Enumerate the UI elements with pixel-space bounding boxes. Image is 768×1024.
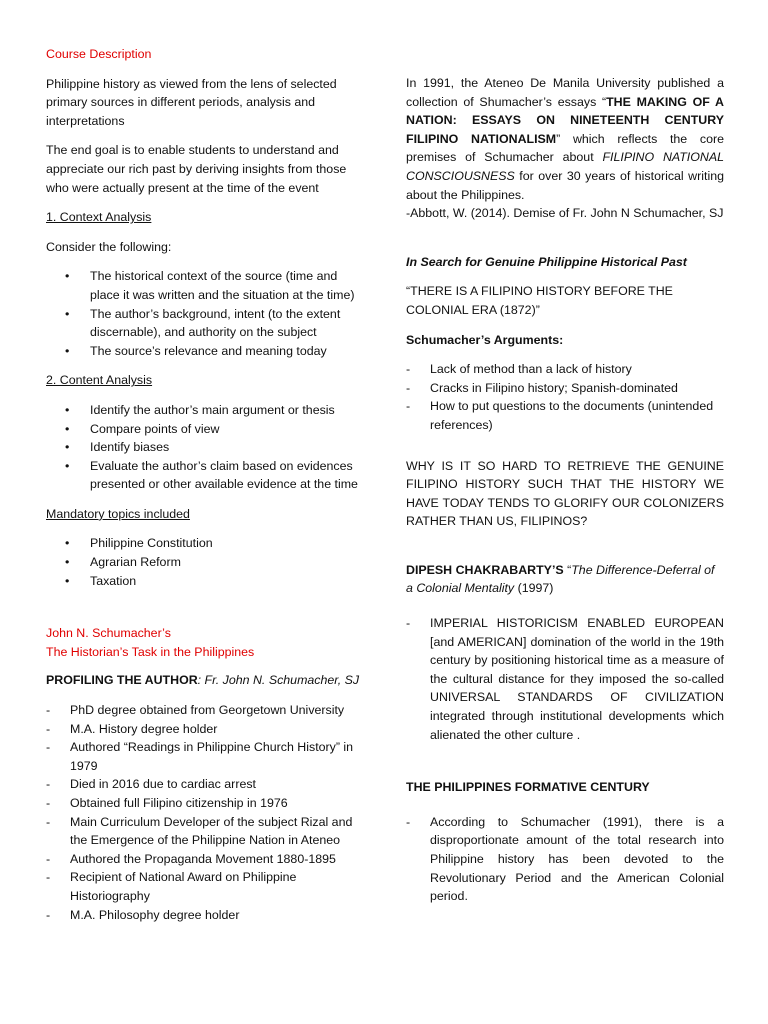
bullet-icon: • xyxy=(65,306,70,321)
context-analysis-list xyxy=(46,267,368,360)
mandatory-topics-list xyxy=(46,534,368,590)
list-item: - Lack of method than a lack of history xyxy=(406,360,724,379)
right-column xyxy=(406,74,724,906)
list-item: • Philippine Constitution xyxy=(46,534,368,553)
list-item: • The author’s background, intent (to the extent discernable), and authority on the subject xyxy=(65,306,341,340)
citation: -Abbott, W. (2014). Demise of Fr. John N Schumacher, SJ xyxy=(406,206,724,221)
dash-icon: - xyxy=(46,740,51,755)
list-item: - Obtained full Filipino citizenship in 1976 xyxy=(46,794,368,813)
list-item: • Agrarian Reform xyxy=(46,553,368,572)
dipesh-list xyxy=(406,614,724,744)
bullet-icon: • xyxy=(65,458,70,473)
list-item: - M.A. Philosophy degree holder xyxy=(46,906,368,925)
consciousness-phrase: FILIPINO NATIONAL CONSCIOUSNESS xyxy=(406,150,724,183)
arguments-heading: Schumacher’s Arguments: xyxy=(406,332,564,347)
bullet-icon: • xyxy=(65,269,70,284)
profiling-line xyxy=(46,671,368,690)
list-item: - PhD degree obtained from Georgetown University xyxy=(46,701,368,720)
book-title: THE MAKING OF A NATION: ESSAYS ON NINETEENTH CENTURY FILIPINO NATIONALISM xyxy=(406,94,724,146)
list-item: • Compare points of view xyxy=(46,420,368,439)
context-analysis-heading: 1. Context Analysis xyxy=(46,210,152,225)
dash-icon: - xyxy=(406,380,411,395)
list-item: - M.A. History degree holder xyxy=(46,720,368,739)
list-item: - Recipient of National Award on Philippine Historiography xyxy=(46,870,297,903)
list-item: • Evaluate the author’s claim based on evidences presented or other available evidence at the time xyxy=(65,458,358,492)
list-item: - According to Schumacher (1991), there is a disproportionate amount of the total research into Philippine history has been devoted to the Revolutionary Period and the American Colonial period. xyxy=(406,814,724,904)
dash-icon: - xyxy=(406,399,411,414)
course-description-paragraph-2: The end goal is to enable students to understand and appreciate our rich past by deriving insights from those who were actually present at the time of the event xyxy=(46,143,347,195)
content-analysis-list xyxy=(46,401,368,494)
bullet-icon: • xyxy=(65,555,70,570)
profiling-label: PROFILING THE AUTHOR xyxy=(46,673,198,688)
mandatory-topics-heading: Mandatory topics included xyxy=(46,506,190,521)
guiding-question: WHY IS IT SO HARD TO RETRIEVE THE GENUINE FILIPINO HISTORY SUCH THAT THE HISTORY WE HAVE TODAY TENDS TO GLORIFY OUR COLONIZERS RATHER THAN US, FILIPINOS? xyxy=(406,458,724,529)
bullet-icon: • xyxy=(65,536,70,551)
consider-label: Consider the following: xyxy=(46,239,172,254)
list-item: - How to put questions to the documents (unintended references) xyxy=(406,399,714,432)
course-description-paragraph-1: Philippine history as viewed from the lens of selected primary sources in different periods, analysis and interpretations xyxy=(46,76,337,128)
bullet-icon: • xyxy=(65,440,70,455)
dash-icon: - xyxy=(46,777,51,792)
left-column xyxy=(46,45,368,924)
list-item: • The historical context of the source (time and place it was written and the situation at the time) xyxy=(65,269,355,302)
dipesh-title: The Difference-Deferral of a Colonial Mentality xyxy=(406,562,715,596)
author-profile-list xyxy=(46,701,368,924)
list-item: - Main Curriculum Developer of the subject Rizal and the Emergence of the Philippine Nation in Ateneo xyxy=(46,814,353,848)
content-analysis-heading: 2. Content Analysis xyxy=(46,373,153,388)
list-item: - Died in 2016 due to cardiac arrest xyxy=(46,775,368,794)
intro-paragraph: In 1991, the Ateneo De Manila University published a collection of Shumacher’s essays “THE MAKING OF A NATION: ESSAYS ON NINETEENTH CENTURY FILIPINO NATIONALISM” which reflects the core premises of Schumacher about FILIPINO NATIONAL CONSCIOUSNESS for over 30 years of historical writing about the Philippines. xyxy=(406,76,724,202)
arguments-list xyxy=(406,360,724,434)
dipesh-heading: DIPESH CHAKRABARTY’S “The Difference-Deferral of a Colonial Mentality (1997) xyxy=(406,562,715,596)
list-item: • The source’s relevance and meaning today xyxy=(46,342,368,361)
author-section-title: John N. Schumacher’s xyxy=(46,626,171,641)
dash-icon: - xyxy=(46,870,51,885)
dash-icon: - xyxy=(46,907,51,922)
course-description-heading: Course Description xyxy=(46,47,152,61)
dipesh-name: DIPESH CHAKRABARTY’S xyxy=(406,562,564,577)
bullet-icon: • xyxy=(65,421,70,436)
dash-icon: - xyxy=(46,814,51,829)
bullet-icon: • xyxy=(65,402,70,417)
dash-icon: - xyxy=(406,362,411,377)
dash-icon: - xyxy=(46,851,51,866)
profiling-name: : Fr. John N. Schumacher, SJ xyxy=(197,673,360,688)
dash-icon: - xyxy=(406,814,411,829)
formative-century-list xyxy=(406,813,724,906)
dash-icon: - xyxy=(406,616,411,631)
author-section-subtitle: The Historian’s Task in the Philippines xyxy=(46,644,255,659)
dash-icon: - xyxy=(46,721,51,736)
list-item: - IMPERIAL HISTORICISM ENABLED EUROPEAN [and AMERICAN] domination of the world in the 19th century by positioning historical time as a measure of the cultural distance for they imposed the so-called UNIVERSAL STANDARDS OF CIVILIZATION integrated through institutional developments which alienated the other culture . xyxy=(406,616,724,742)
dash-icon: - xyxy=(46,703,51,718)
bullet-icon: • xyxy=(65,343,70,358)
bullet-icon: • xyxy=(65,573,70,588)
search-heading: In Search for Genuine Philippine Historical Past xyxy=(406,254,687,269)
formative-century-heading: THE PHILIPPINES FORMATIVE CENTURY xyxy=(406,780,650,795)
quote: “THERE IS A FILIPINO HISTORY BEFORE THE COLONIAL ERA (1872)” xyxy=(406,284,673,317)
list-item: • Identify biases xyxy=(46,438,368,457)
list-item: - Authored “Readings in Philippine Church History” in 1979 xyxy=(46,740,354,773)
list-item: • Identify the author’s main argument or thesis xyxy=(46,401,368,420)
list-item: - Cracks in Filipino history; Spanish-dominated xyxy=(406,379,724,398)
list-item: - Authored the Propaganda Movement 1880-1895 xyxy=(46,850,368,869)
list-item: • Taxation xyxy=(46,572,368,591)
dash-icon: - xyxy=(46,796,51,810)
